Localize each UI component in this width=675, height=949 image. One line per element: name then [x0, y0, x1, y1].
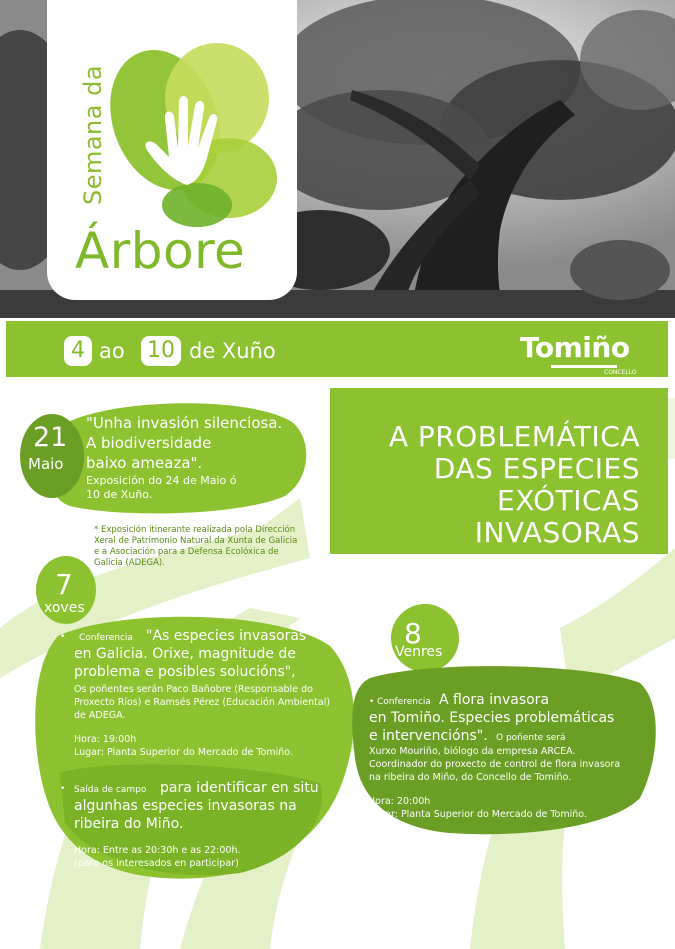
title-line-2: DAS ESPECIES: [433, 452, 640, 485]
exhibition-title-2: A biodiversidade: [86, 434, 212, 452]
exhibition-note-4: Galicia (ADEGA).: [94, 558, 165, 568]
day8-place: Lugar: Planta Superior do Mercado de Tomiño.: [368, 809, 587, 820]
day7-number: 7: [55, 568, 73, 601]
title-box: [330, 388, 668, 554]
day7-field-title-3: ribeira do Miño.: [74, 816, 184, 832]
day7-speakers-1: Os poñentes serán Paco Bañobre (Responsable do: [74, 684, 313, 695]
day7-field-time: Hora: Entre as 20:30h e as 22:00h.: [74, 845, 241, 856]
semana-label: Semana da: [79, 64, 107, 206]
day8-conf-title-1: A flora invasora: [439, 692, 550, 708]
day8-number: 8: [404, 617, 422, 650]
day7-speakers-3: de ADEGA.: [74, 710, 126, 721]
start-day-badge: 4: [64, 336, 92, 366]
day7-weekday: xoves: [44, 600, 85, 616]
day7-conf-title-3: problema e posibles solucións",: [74, 664, 296, 680]
title-line-4: INVASORAS: [474, 516, 640, 549]
title-line-1: A PROBLEMÁTICA: [388, 420, 640, 453]
tomino-underline: [551, 365, 617, 368]
day8-weekday: Venres: [395, 644, 443, 660]
day7-field-title-2: algunhas especies invasoras na: [74, 798, 297, 814]
day7-field-bullet: •: [60, 784, 66, 794]
exhibition-note-3: e a Asociación para a Defensa Ecolóxica de: [94, 547, 279, 557]
date-ao: ao: [99, 339, 125, 363]
day7-conf-title-1: "As especies invasoras: [146, 628, 307, 644]
day8-time: Hora: 20:00h: [368, 796, 431, 807]
day8-conf-label: Conferencia: [377, 697, 431, 707]
exhibition-day: 21: [33, 422, 68, 453]
date-bar: [6, 321, 668, 377]
exhibition-title-1: "Unha invasión silenciosa.: [86, 414, 283, 432]
day8-speaker-2: Coordinador do proxecto de control de flora invasora: [369, 759, 621, 770]
exhibition-month: Maio: [28, 455, 64, 473]
day7-field-note: (para os interesados en participar): [74, 858, 239, 869]
exhibition-note-1: * Exposición itinerante realizada pola Dirección: [94, 525, 296, 535]
day7-field-title-1: para identificar en situ: [160, 780, 319, 796]
end-day-badge: 10: [141, 336, 181, 366]
day7-speakers-2: Proxecto Ríos) e Ramsés Pérez (Educación Ambiental): [74, 697, 331, 708]
title-line-3: EXÓTICAS: [497, 484, 640, 517]
day8-conf-bullet: •: [369, 697, 375, 707]
tomino-logo: Tomiño: [520, 331, 630, 364]
exhibition-title-3: baixo ameaza".: [86, 454, 203, 472]
logo-card: [47, 0, 297, 300]
day7-conf-bullet: •: [60, 632, 66, 642]
day8-speaker-1: Xurxo Mouriño, biólogo da empresa ARCEA.: [369, 746, 576, 757]
concello-label: CONCELLO: [604, 369, 637, 376]
exhibition-dates-1: Exposición do 24 de Maio ó: [86, 474, 237, 487]
day7-conf-label: Conferencia: [79, 633, 133, 643]
day7-place: Lugar: Planta Superior do Mercado de Tomiño.: [74, 747, 293, 758]
day8-conf-title-3: e intervencións".: [369, 728, 488, 744]
day8-conf-title-2: en Tomiño. Especies problemáticas: [369, 710, 615, 726]
exhibition-note-2: Xeral de Patrimonio Natural da Xunta de Galicia: [94, 536, 298, 546]
tree-photo: [0, 0, 675, 318]
date-month: de Xuño: [189, 339, 276, 363]
exhibition-dates-2: 10 de Xuño.: [86, 488, 153, 501]
day8-speaker-inline: O poñente será: [496, 733, 566, 743]
arbore-title: Árbore: [75, 222, 246, 280]
day7-field-label: Saída de campo: [74, 785, 147, 795]
day8-speaker-3: na ribeira do Miño, do Concello de Tomiño.: [369, 772, 572, 783]
day7-time: Hora: 19:00h: [74, 734, 137, 745]
day7-conf-title-2: en Galicia. Orixe, magnitude de: [74, 646, 296, 662]
